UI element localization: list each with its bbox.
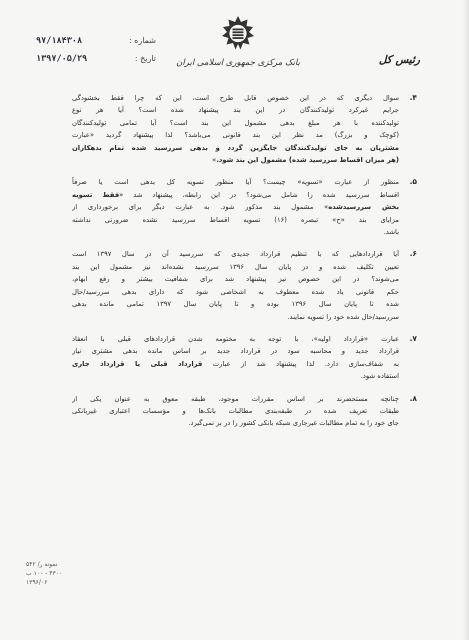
bold-text-run: مشتریان به جای تولیدکنندگان جایگزین گردد و بدهی سررسید شده تمام بدهکاران	[72, 143, 399, 152]
bold-text-run: (هر میزان اقساط سررسید شده) مشمول این بند شود.	[216, 156, 399, 165]
letter-number-row	[36, 36, 156, 46]
numbered-paragraph	[72, 92, 417, 166]
paragraph-number: ۵.	[409, 177, 417, 187]
role-title: رئیس کل	[378, 54, 420, 66]
text-run: می‌شوند؟ در این خصوص نیز پیشنهاد شد برای شفافیت بیشتر و رفع ابهام،	[72, 275, 399, 284]
text-run: طبقات تعریف شده در طبقه‌بندی مطالبات بانک‌ها و مؤسسات اعتباری غیربانکی	[72, 406, 399, 415]
paragraph-line	[72, 142, 399, 154]
letter-number-value: ۹۷/۱۸۴۳۰۸	[36, 36, 83, 46]
text-run: جای خود را به تمام مطالبات غیرجاری شبکه بانکی کشور را در بر نمی‌گیرد.	[188, 419, 399, 428]
paragraph-number: ۶.	[409, 249, 417, 259]
paragraph-line	[72, 104, 399, 116]
text-run: اقساط سررسید شده را شامل می‌شود؟ در این رابطه، پیشنهاد شد «	[119, 190, 399, 199]
numbered-paragraph	[72, 393, 417, 430]
paragraph-text	[72, 92, 399, 166]
text-run: شده تا پایان سال ۱۳۹۶ بوده و تا پایان سال ۱۳۹۷ تمامی مانده بدهی	[72, 300, 399, 309]
paragraph-line	[72, 298, 399, 310]
text-run: باشد.	[383, 228, 399, 237]
paragraph-text	[72, 248, 399, 322]
paragraph-line	[72, 201, 399, 213]
text-run: تولیدکننده با هر مبلغ بدهی مشمول این بند است؟ آیا تمامی تولیدکنندگان	[72, 118, 399, 127]
paragraph-text	[72, 393, 399, 430]
paragraph-line	[72, 92, 399, 104]
paragraph-text	[72, 176, 399, 238]
letter-body	[72, 92, 417, 440]
numbered-paragraph	[72, 248, 417, 322]
text-run: » مشمول بند مذکور شود. به عبارت دیگر برای برخورداری از	[72, 203, 329, 212]
paragraph-line	[72, 214, 399, 226]
text-run: (کوچک و بزرگ) مد نظر این بند قانونی می‌باشد؟ لذا پیشنهاد گردید «عبارت	[72, 131, 399, 140]
central-bank-logo-icon	[218, 14, 258, 54]
text-run: استفاده شود.	[360, 372, 399, 381]
paragraph-line	[72, 405, 399, 417]
text-run: حکم قانونی یاد شده معطوف به اشخاصی شود که دارای بدهی سررسید/حال	[72, 287, 399, 296]
paragraph-line	[72, 311, 399, 323]
numbered-paragraph	[72, 176, 417, 238]
text-run: چنانچه مستحضرند بر اساس مقررات موجود، طبقه معوق به عنوان یکی از	[72, 394, 399, 403]
paragraph-line	[72, 370, 399, 382]
letter-date-value: ۱۳۹۷/۰۵/۲۹	[36, 54, 88, 64]
paragraph-line	[72, 358, 399, 370]
text-run: به شفاف‌سازی دارد. لذا پیشنهاد شد از عبارت	[202, 359, 399, 368]
paragraph-line	[72, 333, 399, 345]
form-date: ۱۳۹۶/۰۶	[26, 579, 48, 586]
scan-edge-shadow	[463, 0, 469, 640]
bold-text-run: فقط تسویه	[72, 190, 120, 199]
text-run: مزایای بند «ح» تبصره (۱۶) تسویه اقساط سررسید نشده ضرورتی نداشته	[72, 215, 399, 224]
text-run: سررسید/حال شده خود را تسویه نمایند.	[287, 312, 399, 321]
form-code: ۴۳۰۰ - ۱۰۰ ب	[26, 570, 63, 577]
paragraph-line	[72, 154, 399, 166]
text-run: »	[212, 156, 217, 165]
bank-name: بانک مرکزی جمهوری اسلامی ایران	[176, 58, 300, 68]
text-run: عبارت «قرارداد اولیه»، با توجه به مختومه شدن قراردادهای قبلی با انعقاد	[72, 334, 399, 343]
letter-number-label: شماره :	[128, 36, 156, 45]
text-run: قرارداد جدید و محاسبه سود در قرارداد جدید بر اساس مانده بدهی مشتری نیاز	[72, 347, 399, 356]
paragraph-line	[72, 129, 399, 141]
form-reference	[26, 560, 74, 587]
bold-text-run: قرارداد قبلی یا قرارداد جاری	[72, 359, 203, 368]
paragraph-text	[72, 333, 399, 383]
paragraph-line	[72, 248, 399, 260]
text-run: تعیین تکلیف شده و در پایان سال ۱۳۹۶ سررسید نشده‌اند نیز مشمول این بند	[72, 262, 399, 271]
paragraph-number: ۴.	[409, 93, 417, 102]
paragraph-line	[72, 261, 399, 273]
paragraph-line	[72, 117, 399, 129]
paragraph-line	[72, 417, 399, 429]
letter-date-label: تاریخ :	[134, 54, 156, 63]
paragraph-line	[72, 286, 399, 298]
paragraph-line	[72, 176, 399, 188]
numbered-paragraph	[72, 333, 417, 383]
text-run: سوال دیگری که در این خصوص قابل طرح است، این که چرا فقط بخشودگی	[72, 94, 399, 102]
paragraph-line	[72, 345, 399, 357]
paragraph-line	[72, 226, 399, 238]
text-run: جرایم غیرکرد تولیدکنندگان در این بند پیشنهاد شده است؟ آیا هر نوع	[72, 106, 399, 115]
paragraph-number: ۷.	[409, 333, 417, 343]
bold-text-run: بخش سررسیدشده	[328, 203, 399, 212]
paragraph-line	[72, 393, 399, 405]
paragraph-line	[72, 189, 399, 201]
form-label: نمونه ر/ ۵۴۲	[26, 561, 58, 568]
paragraph-line	[72, 273, 399, 285]
letter-date-row	[36, 54, 156, 64]
text-run: آیا قراردادهایی که با تنظیم قرارداد جدیدی که سررسید آن در سال ۱۳۹۷ است	[72, 250, 399, 259]
paragraph-number: ۸.	[409, 393, 417, 403]
text-run: منظور از عبارت «تسویه» چیست؟ آیا منظور تسویه کل بدهی است یا صرفاً	[72, 178, 399, 187]
